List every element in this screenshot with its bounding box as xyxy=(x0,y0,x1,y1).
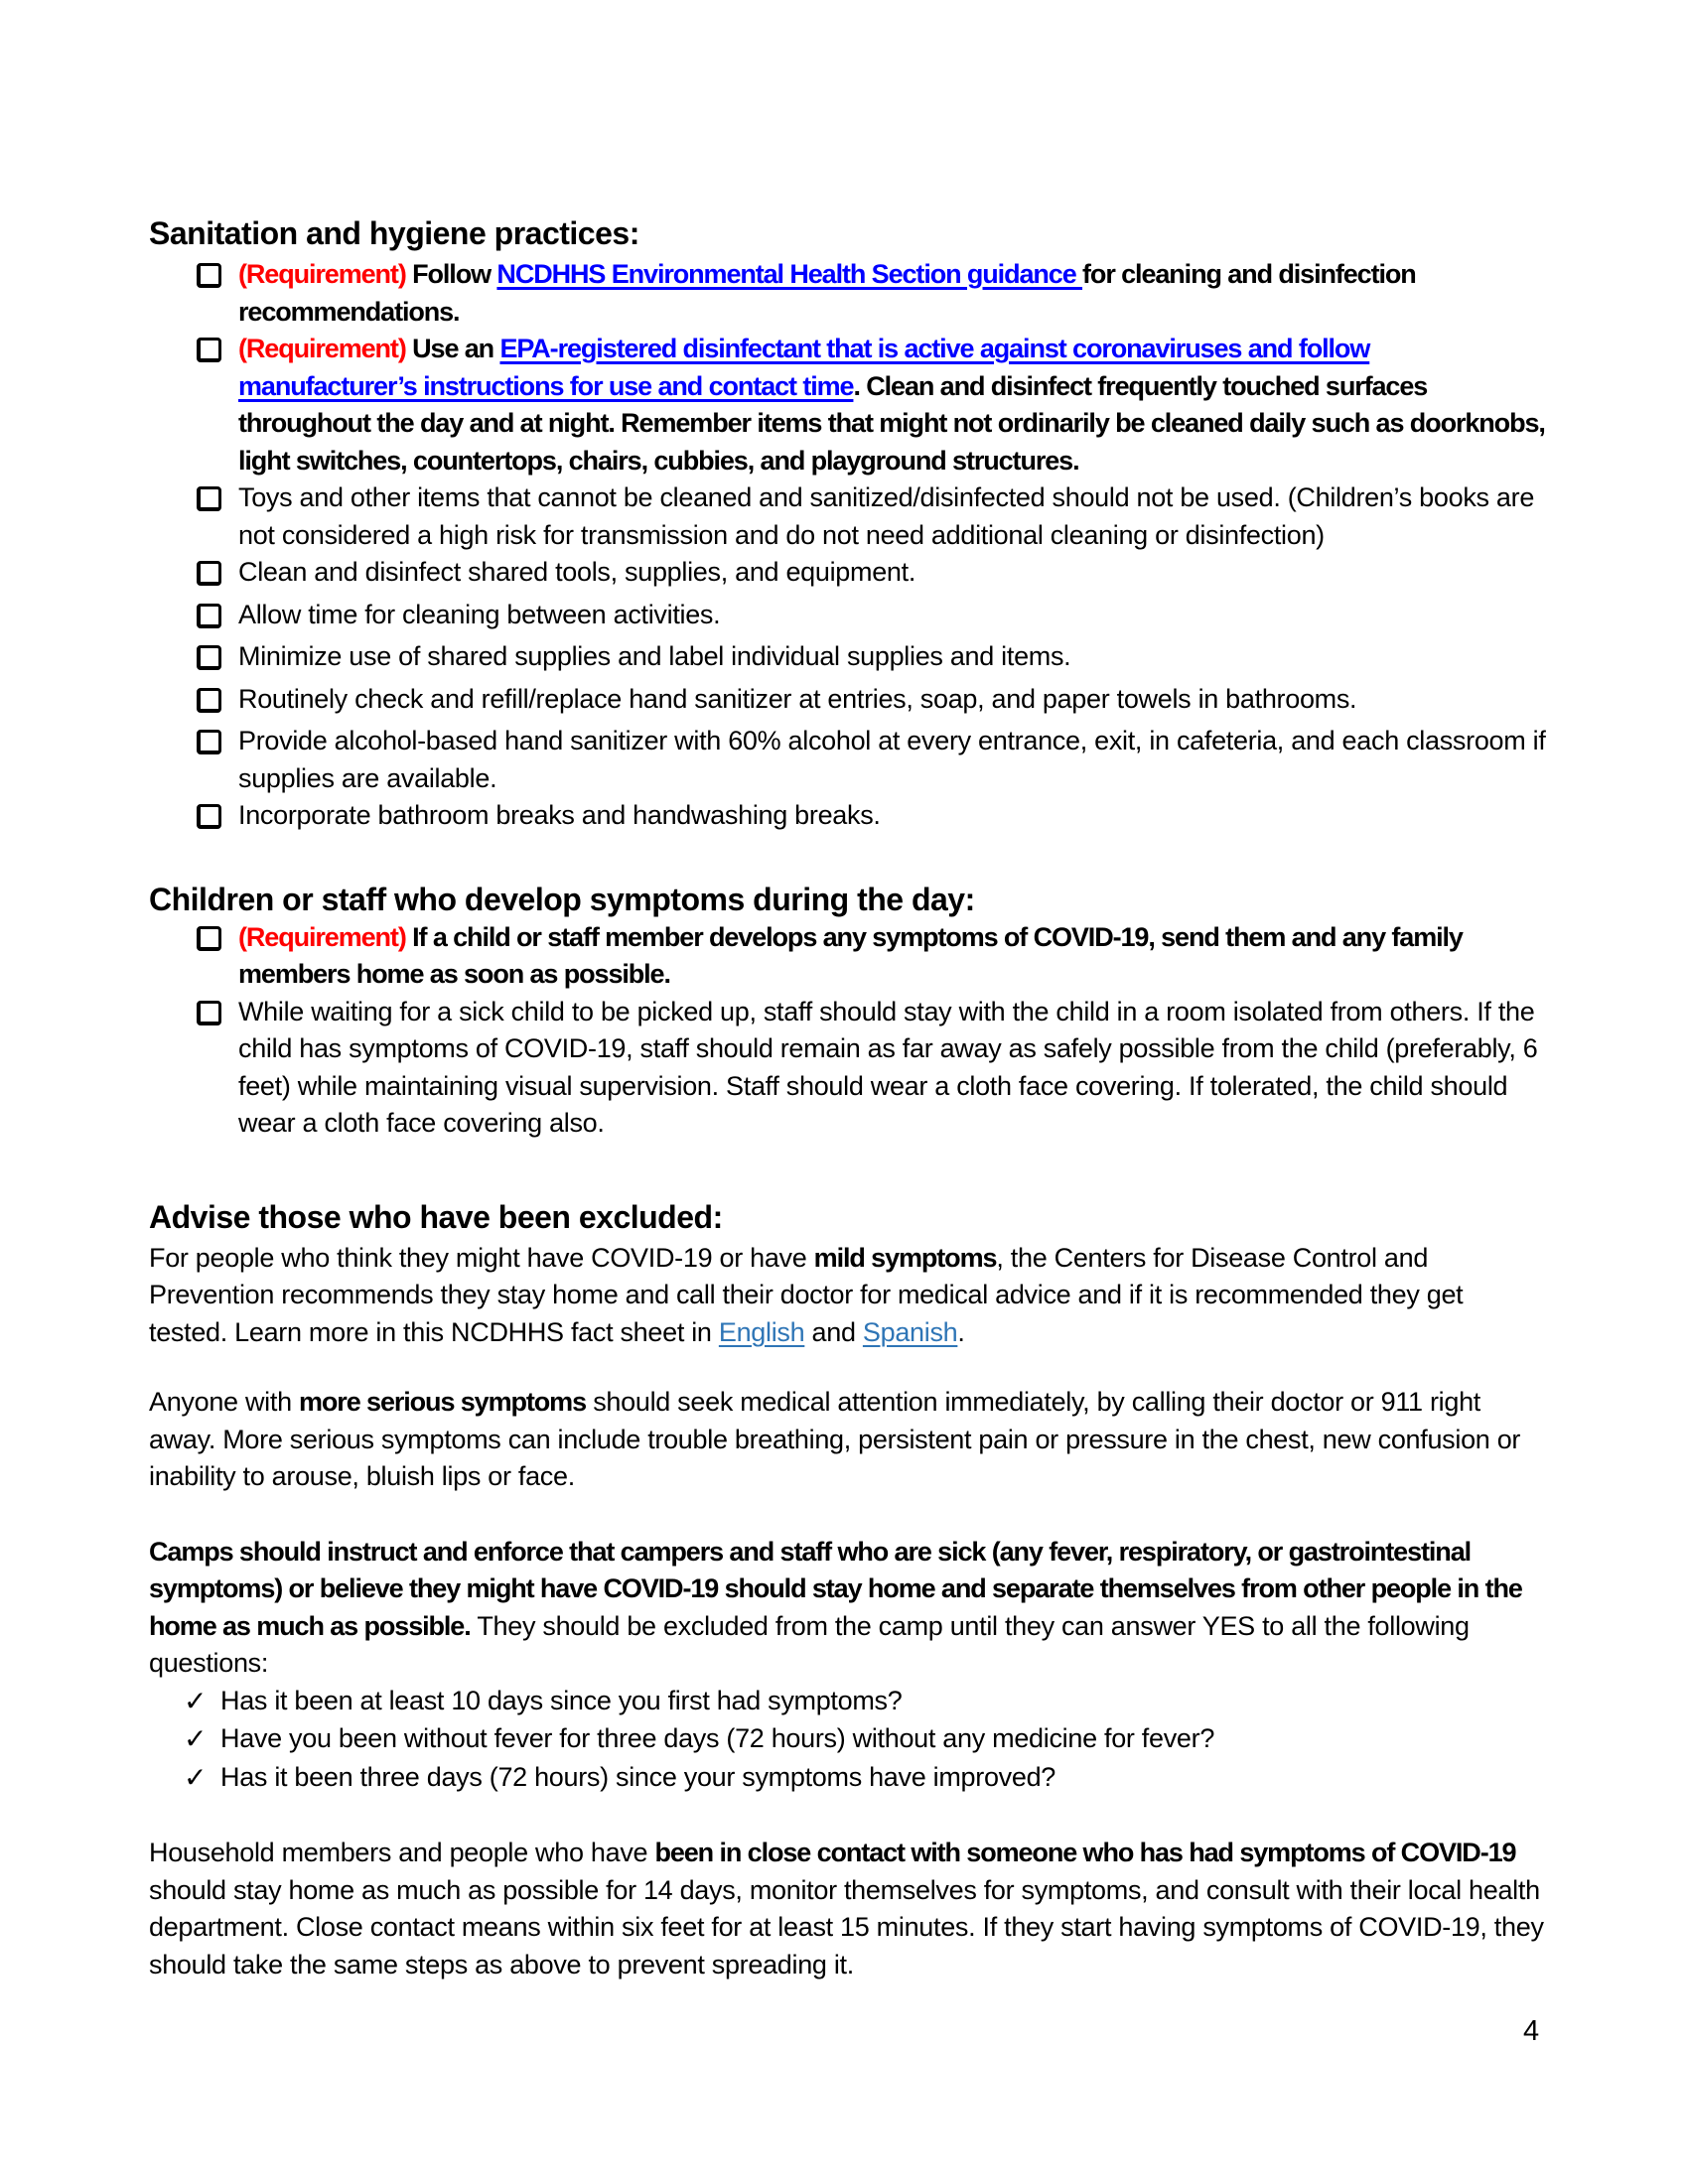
checkbox-icon xyxy=(197,681,238,724)
text-segment: should seek medical attention immediately, by calling their doctor or 911 right away. More serious symptoms can include trouble breathing, persistent pain or pressure in the chest, new confusion or inability to arouse, bluish lips or face. xyxy=(149,1387,1521,1491)
text-segment: Incorporate bathroom breaks and handwashing breaks. xyxy=(238,800,881,830)
text-segment: Camps should instruct and enforce that campers and staff who are sick (any fever, respiratory, or gastrointestinal symptoms) or believe they might have COVID-19 should stay home and separate themselves from other people in the home as much as possible. xyxy=(149,1536,1522,1641)
list-item-text xyxy=(238,256,1547,331)
checkbox-icon xyxy=(197,797,238,840)
list-item xyxy=(184,1720,1547,1759)
list-item xyxy=(197,479,1547,554)
text-segment: mild symptoms xyxy=(813,1242,997,1273)
list-item-text xyxy=(238,797,1547,835)
checkbox-icon xyxy=(197,486,221,511)
checkmark-list xyxy=(149,1683,1547,1798)
spanish-fact-sheet-link[interactable]: Spanish xyxy=(862,1316,958,1347)
list-item xyxy=(197,723,1547,797)
list-item xyxy=(197,797,1547,840)
text-segment: been in close contact with someone who has had symptoms of COVID-19 xyxy=(654,1838,1516,1867)
text-segment: Provide alcohol-based hand sanitizer with 60% alcohol at every entrance, exit, in cafeteria, and each classroom if supplies are available. xyxy=(238,726,1546,793)
list-item-text xyxy=(238,919,1547,994)
text-segment: (Requirement) xyxy=(238,921,413,952)
list-item-text xyxy=(238,554,1547,592)
list-item-text xyxy=(238,597,1547,634)
checkbox-list xyxy=(149,919,1547,1143)
checkbox-list xyxy=(149,256,1547,840)
text-segment: Have you been without fever for three days (72 hours) without any medicine for fever? xyxy=(220,1723,1215,1753)
checkbox-icon xyxy=(197,338,221,362)
text-segment: more serious symptoms xyxy=(299,1387,587,1417)
text-segment: and xyxy=(804,1316,863,1347)
list-item xyxy=(184,1759,1547,1798)
list-item xyxy=(197,256,1547,331)
text-segment: Clean and disinfect shared tools, supplies, and equipment. xyxy=(238,557,916,587)
text-segment: for cleaning and disinfection recommendations. xyxy=(238,259,1416,327)
list-item xyxy=(197,994,1547,1143)
list-item-text xyxy=(238,479,1547,554)
list-item xyxy=(197,331,1547,479)
english-fact-sheet-link[interactable]: English xyxy=(718,1316,805,1347)
checkbox-icon xyxy=(197,561,221,586)
checkmark-icon xyxy=(184,1720,220,1759)
text-segment: should stay home as much as possible for 14 days, monitor themselves for symptoms, and consult with their local health department. Close contact means within six feet for at least 15 minutes. If they start having symptoms of COVID-19, they should take the same steps as above to prevent spreading it. xyxy=(149,1874,1544,1979)
section-heading: Advise those who have been excluded: xyxy=(149,1198,723,1235)
list-item xyxy=(197,681,1547,724)
checkbox-icon xyxy=(197,479,238,522)
list-item-text xyxy=(238,723,1547,797)
checkmark-icon: ✓ xyxy=(184,1722,208,1755)
text-segment: . xyxy=(957,1316,965,1347)
page-number: 4 xyxy=(1523,2015,1540,2047)
list-item-text xyxy=(220,1683,1547,1720)
checkbox-icon xyxy=(197,331,238,373)
list-item-text xyxy=(238,994,1547,1143)
list-item-text xyxy=(238,331,1547,479)
checkbox-icon xyxy=(197,723,238,765)
section-heading: Children or staff who develop symptoms during the day: xyxy=(149,881,975,917)
paragraph xyxy=(149,1534,1547,1683)
checkbox-icon xyxy=(197,597,238,639)
text-segment: Has it been three days (72 hours) since your symptoms have improved? xyxy=(220,1761,1056,1792)
list-item xyxy=(197,638,1547,681)
text-segment: (Requirement) xyxy=(238,334,413,363)
checkbox-icon xyxy=(197,994,238,1036)
ncdhhs-environmental-health-guidance-link[interactable]: NCDHHS Environmental Health Section guidance xyxy=(496,259,1083,289)
list-item xyxy=(197,919,1547,994)
text-segment: Household members and people who have xyxy=(149,1838,655,1867)
checkmark-icon: ✓ xyxy=(184,1760,208,1794)
list-item-text xyxy=(238,638,1547,676)
checkmark-icon xyxy=(184,1683,220,1721)
text-segment: Allow time for cleaning between activities. xyxy=(238,599,721,629)
text-segment: For people who think they might have COVID-19 or have xyxy=(149,1242,814,1273)
text-segment: They should be excluded from the camp until they can answer YES to all the following questions: xyxy=(149,1610,1470,1678)
document-content xyxy=(149,213,1547,1983)
checkmark-icon xyxy=(184,1759,220,1798)
checkbox-icon xyxy=(197,919,238,962)
paragraph xyxy=(149,1240,1547,1352)
checkbox-icon xyxy=(197,1001,221,1025)
list-item-text xyxy=(220,1759,1547,1797)
text-segment: (Requirement) xyxy=(238,259,413,289)
checkbox-icon xyxy=(197,638,238,681)
text-segment: Routinely check and refill/replace hand sanitizer at entries, soap, and paper towels in bathrooms. xyxy=(238,683,1357,714)
paragraph xyxy=(149,1835,1547,1983)
list-item xyxy=(197,554,1547,597)
checkbox-icon xyxy=(197,926,221,951)
text-segment: . Clean and disinfect frequently touched surfaces throughout the day and at night. Remember items that might not ordinarily be cleaned daily such as doorknobs, light switches, countertops, chairs, cubbies, and playground structures. xyxy=(238,370,1545,476)
checkbox-icon xyxy=(197,256,238,299)
checkbox-icon xyxy=(197,804,221,829)
text-segment: Has it been at least 10 days since you first had symptoms? xyxy=(220,1685,903,1715)
list-item-text xyxy=(238,681,1547,719)
checkbox-icon xyxy=(197,604,221,628)
list-item xyxy=(184,1683,1547,1721)
checkmark-icon: ✓ xyxy=(184,1684,208,1717)
paragraph xyxy=(149,1384,1547,1496)
checkbox-icon xyxy=(197,263,221,288)
text-segment: , the Centers for Disease Control and Prevention recommends they stay home and call their doctor for medical advice and if it is recommended they get tested. Learn more in this NCDHHS fact sheet in xyxy=(149,1242,1464,1347)
section-heading: Sanitation and hygiene practices: xyxy=(149,215,639,251)
checkbox-icon xyxy=(197,688,221,713)
text-segment: Follow xyxy=(412,259,497,289)
text-segment: If a child or staff member develops any symptoms of COVID-19, send them and any family members home as soon as possible. xyxy=(238,921,1463,989)
list-item-text xyxy=(220,1720,1547,1758)
text-segment: Minimize use of shared supplies and label individual supplies and items. xyxy=(238,641,1071,671)
checkbox-icon xyxy=(197,554,238,597)
text-segment: Anyone with xyxy=(149,1387,299,1417)
epa-registered-disinfectant-link[interactable]: EPA-registered disinfectant that is active against coronaviruses and follow manufacturer’s instructions for use and contact time xyxy=(238,334,1370,401)
text-segment: Toys and other items that cannot be cleaned and sanitized/disinfected should not be used. (Children’s books are not considered a high risk for transmission and do not need additional cleaning or disinfection) xyxy=(238,482,1535,550)
checkbox-icon xyxy=(197,730,221,754)
checkbox-icon xyxy=(197,645,221,670)
text-segment: Use an xyxy=(412,334,500,363)
text-segment: While waiting for a sick child to be picked up, staff should stay with the child in a room isolated from others. If the child has symptoms of COVID-19, staff should remain as far away as safely possible from the child (preferably, 6 feet) while maintaining visual supervision. Staff should wear a cloth face covering. If tolerated, the child should wear a cloth face covering also. xyxy=(238,996,1538,1138)
list-item xyxy=(197,597,1547,639)
